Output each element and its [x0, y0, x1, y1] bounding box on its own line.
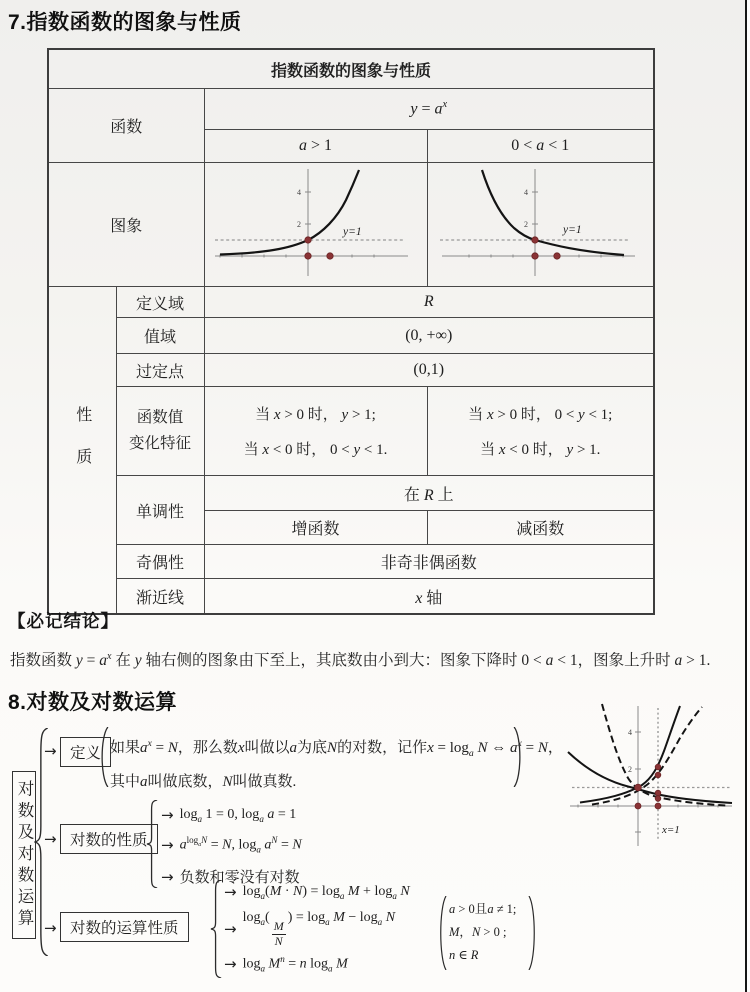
value-feature-col1: 当 x > 0 时， y > 1; 当 x < 0 时， 0 < y < 1.: [204, 387, 427, 476]
operation-conditions: a > 0且a ≠ 1; M，N > 0 ; n ∈ R: [449, 902, 517, 962]
exponential-increasing-graph: [205, 163, 426, 281]
row-label-range: 值域: [116, 318, 204, 354]
y-tick-4: 4: [297, 188, 301, 197]
marked-points: [635, 764, 661, 809]
row-label-graph: 图象: [48, 163, 204, 287]
log-operation-item: → $\log_a M^n = n$ $\log_a M$: [224, 954, 348, 974]
arrow-icon: →: [224, 883, 237, 901]
row-label-parity: 奇偶性: [116, 545, 204, 579]
arrow-icon: →: [224, 920, 237, 939]
row-label-function: 函数: [48, 89, 204, 163]
exponential-family-graph: [562, 698, 745, 858]
exponential-curve: [220, 170, 359, 255]
monotony-col1: 增函数: [204, 511, 427, 545]
table-row: [48, 318, 654, 354]
row-label-monotony: 单调性: [116, 476, 204, 545]
table-header: 指数函数的图象与性质: [48, 49, 654, 89]
function-formula: $y = a^x$: [204, 89, 654, 130]
conclusion-text: 指数函数 $y = a^x$ 在 y 轴右侧的图象由下至上，其底数由小到大：图象下降时 0 < a < 1，图象上升时 a > 1.: [10, 650, 711, 669]
log-property-item: → $a^{log_aN} = N$, $\log_a a^N = N$: [161, 835, 302, 855]
section7-title: 7.指数函数的图象与性质: [8, 11, 242, 34]
value-feature-label: 函数值 变化特征: [128, 409, 191, 452]
arrow-icon: →: [161, 806, 174, 824]
table-row: [48, 476, 654, 511]
close-paren: [513, 727, 524, 787]
logarithm-root-node: 对数及对数运算: [12, 771, 36, 939]
range-value: (0, +∞): [204, 318, 654, 354]
arrow-icon: →: [161, 835, 174, 854]
log-property-item: → $\log_a 1 = 0$, $\log_a a = 1$: [161, 806, 297, 824]
properties-vertical-label: 性质: [73, 405, 91, 490]
y-tick-2: 2: [297, 220, 301, 229]
curve-dashed-increasing: [592, 707, 702, 805]
open-paren: [437, 896, 447, 970]
exponential-function-table: [47, 48, 655, 615]
fixed-point-value: (0,1): [204, 354, 654, 387]
x1-label: x=1: [662, 824, 680, 836]
table-row: [48, 579, 654, 615]
y-tick-4: 4: [628, 728, 632, 737]
graph-a-gt-1-cell: [204, 163, 427, 287]
exponential-curve: [482, 170, 624, 255]
case-a-gt-1: a > 1: [204, 130, 427, 163]
y1-label: y=1: [343, 226, 362, 238]
axis-ticks: [469, 192, 623, 258]
graph-a-between-cell: [427, 163, 654, 287]
axis-ticks: [578, 732, 718, 832]
table-row: [48, 89, 654, 130]
y-tick-2: 2: [628, 765, 632, 774]
log-operation-item: → $\log_a(M \cdot N) = \log_a M + \log_a N$: [224, 883, 410, 901]
table-row: [48, 387, 654, 476]
log-property-item: → 负数和零没有对数: [161, 867, 300, 886]
table-row: [48, 163, 654, 287]
row-label-asymptote: 渐近线: [116, 579, 204, 615]
value-feature-col2: 当 x > 0 时， 0 < y < 1; 当 x < 0 时， y > 1.: [427, 387, 654, 476]
table-row: [48, 354, 654, 387]
log-properties-node: 对数的性质: [60, 824, 158, 854]
definition-text: 如果$a^x = N$，那么数x叫做以a为底N的对数，记作$x = \log_a N$ ⇔ $a^x = N$， 其中a叫做底数，N叫做真数.: [110, 738, 563, 790]
properties-brace: [146, 800, 159, 888]
conclusion-tag: 【必记结论】: [8, 611, 119, 631]
close-paren: [528, 896, 538, 970]
operations-brace: [210, 880, 223, 978]
photo-edge-line: [745, 0, 747, 992]
arrow-icon: →: [44, 830, 57, 848]
log-operations-node: 对数的运算性质: [60, 912, 189, 942]
row-label-domain: 定义域: [116, 287, 204, 318]
definition-node: 定义: [60, 737, 111, 767]
curve-dashed-decreasing: [602, 704, 726, 806]
arrow-icon: →: [224, 954, 237, 973]
log-operation-item: → $\log_a$( $\frac{M}{N}$ ) = $\log_a M - \log_a N$: [224, 910, 396, 948]
row-label-properties: [48, 287, 116, 615]
monotony-col2: 减函数: [427, 511, 654, 545]
table-row: [48, 545, 654, 579]
y1-label: y=1: [562, 224, 582, 236]
arrow-icon: →: [44, 919, 57, 937]
parity-value: 非奇非偶函数: [204, 545, 654, 579]
open-paren: [98, 727, 109, 787]
domain-value: R: [204, 287, 654, 318]
table-row: [48, 49, 654, 89]
arrow-icon: →: [44, 742, 57, 760]
arrow-icon: →: [161, 867, 174, 886]
exponential-decreasing-graph: [428, 163, 653, 281]
y-tick-4: 4: [523, 188, 528, 197]
row-label-fixed-point: 过定点: [116, 354, 204, 387]
section8-title: 8.对数及对数运算: [8, 691, 178, 714]
row-label-value-feature: [116, 387, 204, 476]
table-row: [48, 287, 654, 318]
monotony-scope: 在 R 上: [204, 476, 654, 511]
y-tick-2: 2: [523, 220, 528, 229]
case-a-between-0-1: 0 < a < 1: [427, 130, 654, 163]
asymptote-value: x 轴: [204, 579, 654, 615]
